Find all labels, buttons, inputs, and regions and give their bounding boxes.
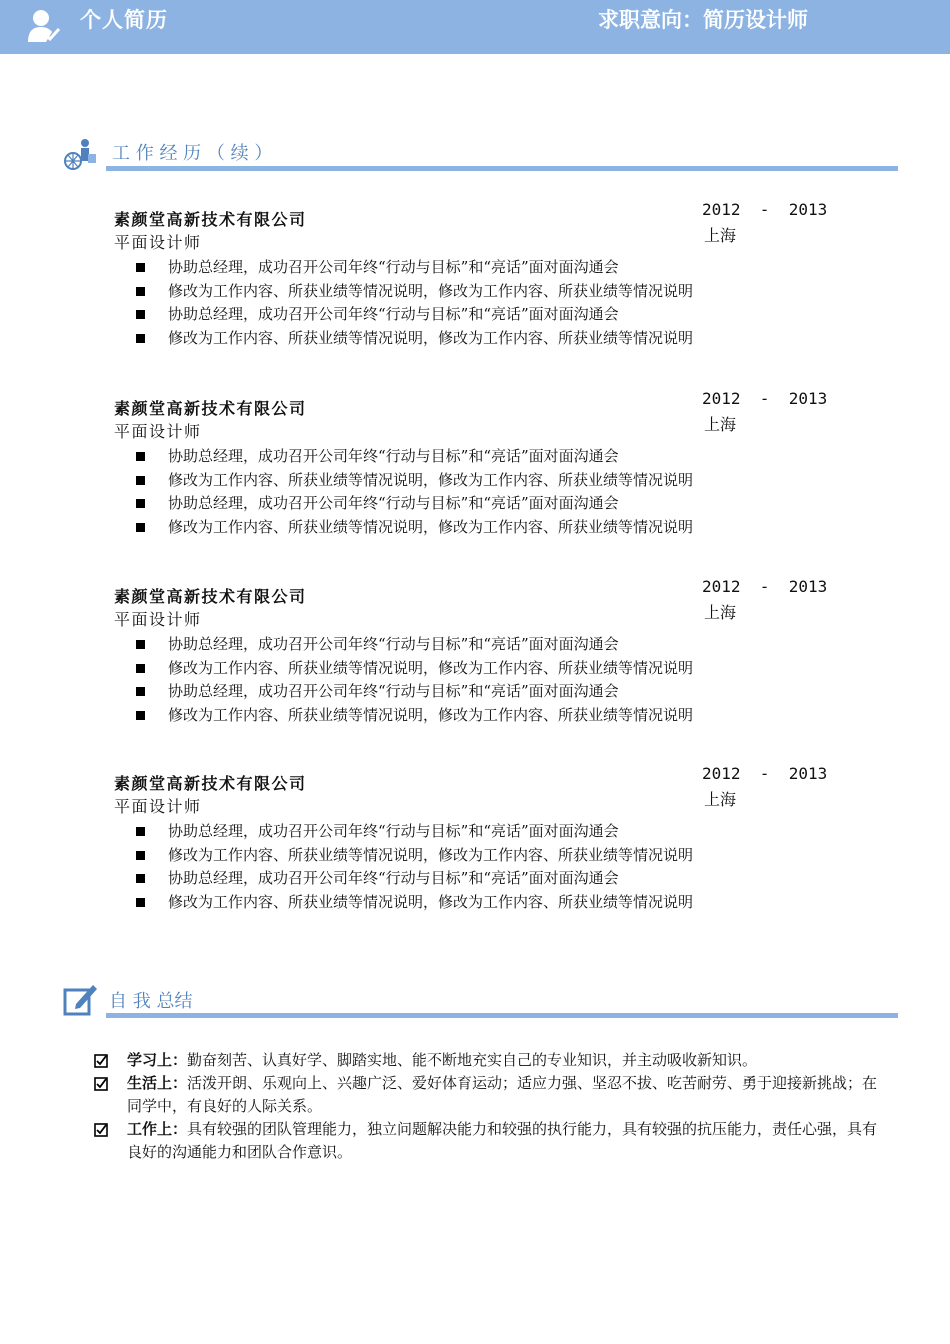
summary-key: 生活上： xyxy=(127,1074,188,1092)
job-city: 上海 xyxy=(704,415,737,434)
summary-key: 工作上： xyxy=(127,1120,188,1138)
duty-list xyxy=(134,256,693,350)
job-city: 上海 xyxy=(704,226,737,245)
list-item xyxy=(134,327,693,351)
duty-text: 协助总经理，成功召开公司年终“行动与目标”和“亮话”面对面沟通会 xyxy=(168,305,619,323)
job-objective: 求职意向：简历设计师 xyxy=(598,8,808,32)
summary-section-title: 自 我 总结 xyxy=(109,991,193,1012)
bullet-icon xyxy=(136,476,145,485)
list-item xyxy=(134,820,693,844)
list-item xyxy=(134,844,693,868)
duty-text: 协助总经理，成功召开公司年终“行动与目标”和“亮话”面对面沟通会 xyxy=(168,682,619,700)
checkbox-icon xyxy=(94,1121,108,1144)
job-role: 平面设计师 xyxy=(114,422,202,441)
list-item xyxy=(134,303,693,327)
list-item xyxy=(134,256,693,280)
duty-text: 修改为工作内容、所获业绩等情况说明，修改为工作内容、所获业绩等情况说明 xyxy=(168,470,694,489)
checkbox-icon xyxy=(94,1075,108,1098)
bullet-icon xyxy=(136,640,145,649)
bullet-icon xyxy=(136,287,145,296)
bullet-icon xyxy=(136,827,145,836)
job-role: 平面设计师 xyxy=(114,797,202,816)
bullet-icon xyxy=(136,452,145,461)
worker-icon xyxy=(62,137,98,175)
duty-list xyxy=(134,820,693,914)
job-role: 平面设计师 xyxy=(114,233,202,252)
list-item xyxy=(94,1049,884,1072)
bullet-icon xyxy=(136,664,145,673)
list-item xyxy=(94,1072,884,1118)
bullet-icon xyxy=(136,851,145,860)
duty-text: 修改为工作内容、所获业绩等情况说明，修改为工作内容、所获业绩等情况说明 xyxy=(168,281,694,300)
job-role: 平面设计师 xyxy=(114,610,202,629)
duty-text: 修改为工作内容、所获业绩等情况说明，修改为工作内容、所获业绩等情况说明 xyxy=(168,705,694,724)
duty-text: 协助总经理，成功召开公司年终“行动与目标”和“亮话”面对面沟通会 xyxy=(168,447,619,465)
duty-text: 修改为工作内容、所获业绩等情况说明，修改为工作内容、所获业绩等情况说明 xyxy=(168,517,694,536)
list-item xyxy=(134,633,693,657)
edit-icon xyxy=(62,982,98,1022)
duty-text: 协助总经理，成功召开公司年终“行动与目标”和“亮话”面对面沟通会 xyxy=(168,869,619,887)
duty-text: 协助总经理，成功召开公司年终“行动与目标”和“亮话”面对面沟通会 xyxy=(168,822,619,840)
summary-key: 学习上： xyxy=(127,1051,188,1069)
company-name: 素颜堂高新技术有限公司 xyxy=(114,587,307,606)
work-section-header xyxy=(62,137,898,173)
job-period: 2012 - 2013 xyxy=(702,764,828,783)
user-icon xyxy=(26,8,62,48)
list-item xyxy=(134,657,693,681)
summary-text: 具有较强的团队管理能力，独立问题解决能力和较强的执行能力，具有较强的抗压能力，责任心强，具有良好的沟通能力和团队合作意识。 xyxy=(127,1120,878,1161)
summary-list xyxy=(94,1049,884,1164)
duty-text: 协助总经理，成功召开公司年终“行动与目标”和“亮话”面对面沟通会 xyxy=(168,494,619,512)
job-city: 上海 xyxy=(704,603,737,622)
duty-text: 协助总经理，成功召开公司年终“行动与目标”和“亮话”面对面沟通会 xyxy=(168,635,619,653)
bullet-icon xyxy=(136,898,145,907)
list-item xyxy=(134,280,693,304)
list-item xyxy=(134,867,693,891)
bullet-icon xyxy=(136,263,145,272)
list-item xyxy=(134,680,693,704)
duty-text: 协助总经理，成功召开公司年终“行动与目标”和“亮话”面对面沟通会 xyxy=(168,258,619,276)
bullet-icon xyxy=(136,687,145,696)
list-item xyxy=(94,1118,884,1164)
bullet-icon xyxy=(136,874,145,883)
duty-text: 修改为工作内容、所获业绩等情况说明，修改为工作内容、所获业绩等情况说明 xyxy=(168,658,694,677)
list-item xyxy=(134,492,693,516)
duty-text: 修改为工作内容、所获业绩等情况说明，修改为工作内容、所获业绩等情况说明 xyxy=(168,328,694,347)
job-period: 2012 - 2013 xyxy=(702,577,828,596)
work-section-title: 工 作 经 历 （ 续 ） xyxy=(112,143,273,164)
duty-list xyxy=(134,445,693,539)
list-item xyxy=(134,704,693,728)
list-item xyxy=(134,891,693,915)
job-period: 2012 - 2013 xyxy=(702,389,828,408)
job-period: 2012 - 2013 xyxy=(702,200,828,219)
company-name: 素颜堂高新技术有限公司 xyxy=(114,399,307,418)
bullet-icon xyxy=(136,711,145,720)
list-item xyxy=(134,469,693,493)
duty-text: 修改为工作内容、所获业绩等情况说明，修改为工作内容、所获业绩等情况说明 xyxy=(168,892,694,911)
bullet-icon xyxy=(136,334,145,343)
duty-list xyxy=(134,633,693,727)
list-item xyxy=(134,445,693,469)
summary-text: 勤奋刻苦、认真好学、脚踏实地、能不断地充实自己的专业知识，并主动吸收新知识。 xyxy=(187,1051,758,1069)
job-city: 上海 xyxy=(704,790,737,809)
section-divider xyxy=(106,1013,898,1018)
duty-text: 修改为工作内容、所获业绩等情况说明，修改为工作内容、所获业绩等情况说明 xyxy=(168,845,694,864)
bullet-icon xyxy=(136,499,145,508)
bullet-icon xyxy=(136,523,145,532)
summary-section-header xyxy=(62,982,898,1020)
header-bar xyxy=(0,0,950,54)
bullet-icon xyxy=(136,310,145,319)
list-item xyxy=(134,516,693,540)
company-name: 素颜堂高新技术有限公司 xyxy=(114,210,307,229)
resume-title: 个人简历 xyxy=(80,8,168,32)
section-divider xyxy=(106,166,898,171)
summary-text: 活泼开朗、乐观向上、兴趣广泛、爱好体育运动；适应力强、坚忍不拔、吃苦耐劳、勇于迎接新挑战；在同学中，有良好的人际关系。 xyxy=(127,1074,878,1115)
company-name: 素颜堂高新技术有限公司 xyxy=(114,774,307,793)
